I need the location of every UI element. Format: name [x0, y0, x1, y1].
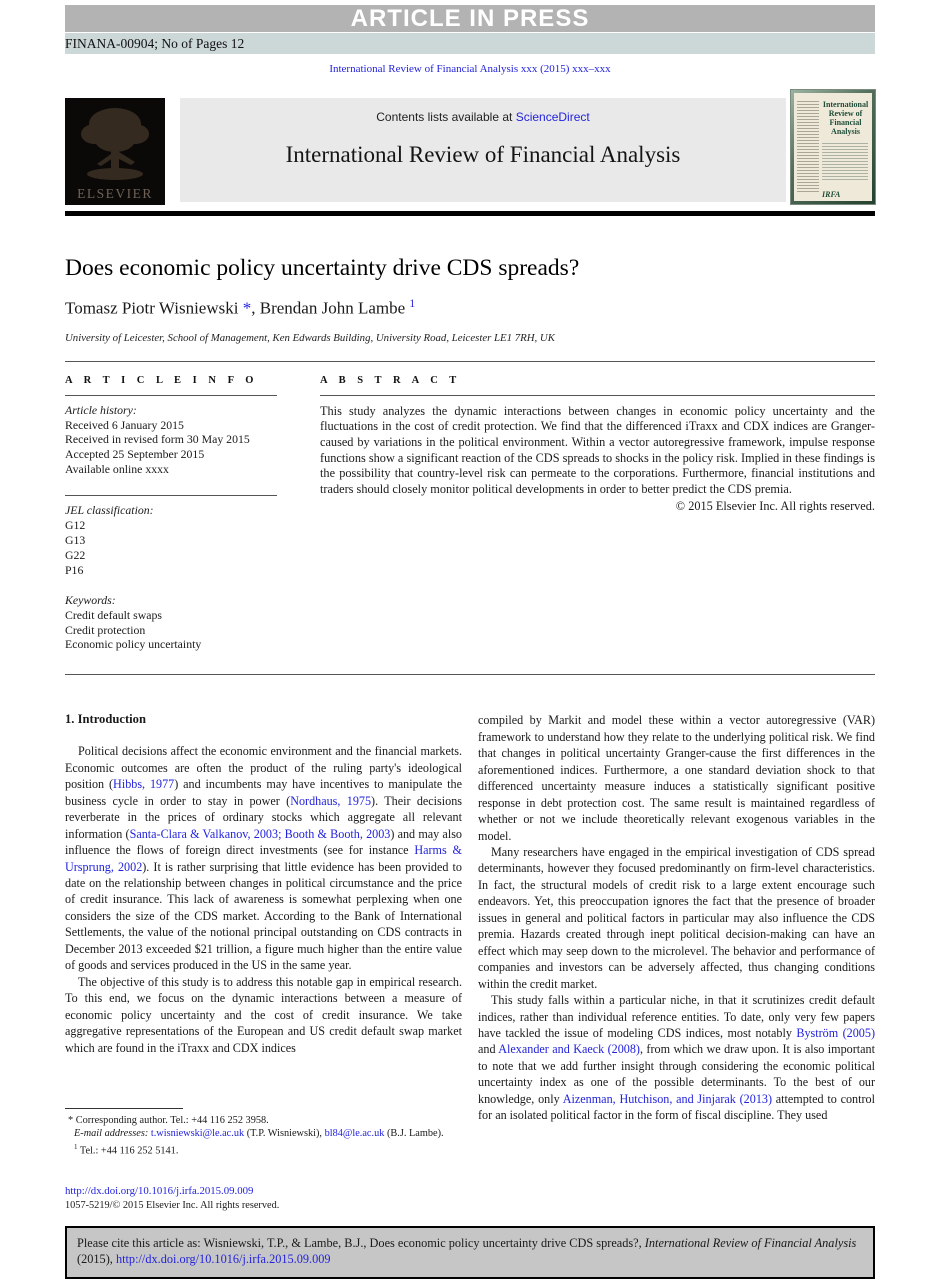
- elsevier-wordmark: ELSEVIER: [77, 186, 153, 201]
- footnotes-block: [65, 1114, 462, 1158]
- elsevier-logo[interactable]: [65, 98, 165, 205]
- cover-side-text-lines: [797, 99, 819, 194]
- abstract-text: This study analyzes the dynamic interactions between changes in economic policy uncertainty and the fluctuations in the cost of credit protection. We find that the differenced iTraxx and CDX indices are Granger-caused by variations in the political environment. Within a vector autoregressive framework, impulse response functions show a significant reaction of the CDS spreads to shocks in the policy risk. Implied in these findings is the possibility that country-level risk can permeate to the corporations. Furthermore, financial institutions and traders should closely monitor political developments in order to better predict the CDS premia.: [320, 403, 875, 497]
- cover-contents-lines: [822, 141, 868, 181]
- contents-lists-line: [376, 110, 589, 124]
- text-run: and: [478, 1042, 499, 1057]
- journal-title: International Review of Financial Analysis: [285, 142, 681, 167]
- jel-keywords-block: [65, 503, 277, 661]
- inline-link[interactable]: bl84@le.ac.uk: [324, 1128, 385, 1140]
- text-run: (B.J. Lambe).: [384, 1128, 444, 1140]
- text-run: E-mail addresses:: [74, 1128, 151, 1140]
- inline-link[interactable]: t.wisniewski@le.ac.uk: [150, 1128, 245, 1140]
- inline-link[interactable]: Alexander and Kaeck (2008): [498, 1042, 640, 1057]
- text-run: Tomasz Piotr Wisniewski: [65, 298, 243, 318]
- contents-note: Contents lists available at: [376, 110, 513, 124]
- text-run: Political decisions affect the economic environment and the financial markets. Economic outcomes are often the product of the ruling party's ideological position (: [65, 744, 462, 792]
- jel-code: G12: [65, 518, 86, 533]
- journal-cover-inner: [794, 93, 872, 201]
- doi-line: [65, 1185, 875, 1197]
- keyword: Credit protection: [65, 622, 146, 637]
- footnote-corresponding-author: [65, 1114, 462, 1127]
- footnote-separator-rule: [65, 1108, 183, 1109]
- article-info-rule-2: [65, 495, 277, 496]
- article-info-section: [65, 375, 277, 662]
- intro-paragraph: [65, 743, 462, 973]
- keyword: Credit default swaps: [65, 607, 162, 622]
- doi-link[interactable]: http://dx.doi.org/10.1016/j.irfa.2015.09.009: [65, 1184, 254, 1197]
- article-info-heading: A R T I C L E I N F O: [65, 374, 258, 386]
- keyword: Economic policy uncertainty: [65, 637, 202, 652]
- text-run: (2015),: [77, 1252, 116, 1267]
- intro-paragraph: [478, 712, 875, 844]
- footnote-tel: [65, 1141, 462, 1158]
- text-run: , from which we draw upon. It is also important to note that we add further insight through considering the economic political uncertainty index as one of the possible determinants. To the best of our knowledge, only: [478, 1042, 875, 1106]
- text-run: , Brendan John Lambe: [251, 298, 410, 318]
- intro-paragraph: [478, 844, 875, 992]
- sciencedirect-link[interactable]: ScienceDirect: [515, 110, 590, 124]
- journal-header: [65, 98, 875, 205]
- history-label: Article history:: [65, 402, 137, 417]
- text-run: ). Their decisions reverberate in the prices of ordinary stocks which aggregate all relevant information (: [65, 793, 462, 841]
- history-revised: Received in revised form 30 May 2015: [65, 432, 250, 447]
- inline-link[interactable]: Harms & Ursprung, 2002: [65, 843, 462, 874]
- inline-link[interactable]: Byström (2005): [796, 1025, 875, 1040]
- abstract-copyright: © 2015 Elsevier Inc. All rights reserved.: [675, 498, 875, 513]
- issn-copyright-line: 1057-5219/© 2015 Elsevier Inc. All rights reserved.: [65, 1199, 280, 1211]
- text-run: ) and incumbents may have incentives to manipulate the business cycle in order to stay in power (: [65, 777, 462, 808]
- intro-paragraph: [65, 974, 462, 1056]
- banner-text: ARTICLE IN PRESS: [350, 4, 590, 32]
- journal-reference-link[interactable]: International Review of Financial Analysis xxx (2015) xxx–xxx: [329, 63, 611, 75]
- text-run: Tel.: +44 116 252 5141.: [77, 1145, 179, 1157]
- text-run: 1: [74, 1142, 78, 1151]
- jel-code: G13: [65, 533, 86, 547]
- manuscript-id-strip: [65, 33, 875, 54]
- journal-cover-thumbnail[interactable]: [791, 90, 875, 204]
- text-run: This study falls within a particular niche, in that it scrutinizes credit default indices, rather than individual reference entities. To date, only very few papers have tackled the issue of modeling CDS indices, most notably: [478, 993, 875, 1040]
- inline-link[interactable]: Santa-Clara & Valkanov, 2003; Booth & Booth, 2003: [129, 826, 391, 841]
- text-run: Please cite this article as: Wisniewski, T.P., & Lambe, B.J., Does economic policy uncertainty drive CDS spreads?,: [77, 1235, 645, 1250]
- text-run: * Corresponding author. Tel.: +44 116 252 3958.: [68, 1114, 269, 1126]
- keywords-label: Keywords:: [65, 592, 116, 607]
- journal-masthead-box: [180, 98, 786, 202]
- info-abstract-row: [65, 375, 875, 662]
- article-info-rule: [65, 395, 277, 396]
- meta-bottom-rule: [65, 674, 875, 675]
- history-accepted: Accepted 25 September 2015: [65, 447, 205, 462]
- jel-code: G22: [65, 547, 86, 562]
- meta-top-rule: [65, 361, 875, 362]
- inline-link[interactable]: http://dx.doi.org/10.1016/j.irfa.2015.09.009: [115, 1252, 331, 1267]
- inline-link[interactable]: Aizenman, Hutchison, and Jinjarak (2013): [562, 1091, 772, 1106]
- jel-label: JEL classification:: [65, 503, 154, 518]
- introduction-heading: 1. Introduction: [65, 712, 146, 727]
- abstract-section: [320, 375, 875, 662]
- authors-line: [65, 297, 875, 319]
- inline-link[interactable]: Hibbs, 1977: [113, 777, 175, 792]
- abstract-rule: [320, 395, 875, 396]
- left-column: [65, 712, 462, 1157]
- inline-link[interactable]: Nordhaus, 1975: [290, 793, 372, 808]
- footnote-emails: [65, 1127, 462, 1140]
- affiliation: University of Leicester, School of Management, Ken Edwards Building, University Road, Leicester LE1 7RH, UK: [65, 331, 555, 344]
- article-history-block: [65, 403, 277, 487]
- journal-reference-line: [65, 63, 875, 75]
- history-online: Available online xxxx: [65, 462, 169, 477]
- text-run: International Review of Financial Analysis: [644, 1235, 857, 1250]
- text-run: The objective of this study is to address this notable gap in empirical research. To this end, we focus on the dynamic interactions between a measure of economic policy uncertainty and the cost of credit insurance. We take aggregative representations of the European and US credit default swap market which are found in the iTraxx and CDX indices: [65, 974, 462, 1055]
- right-column: [478, 712, 875, 1157]
- history-received: Received 6 January 2015: [65, 417, 184, 432]
- jel-code: P16: [65, 562, 84, 577]
- manuscript-id: FINANA-00904; No of Pages 12: [65, 35, 245, 51]
- abstract-heading: A B S T R A C T: [320, 374, 461, 386]
- header-divider-rule: [65, 211, 875, 216]
- elsevier-tree-icon: [75, 102, 155, 186]
- introduction-columns: [65, 712, 875, 1157]
- intro-paragraph: [478, 992, 875, 1124]
- text-run: ) and may also influence the flows of foreign direct investments (see for instance: [65, 826, 462, 858]
- inline-link[interactable]: *: [242, 298, 252, 318]
- inline-link[interactable]: 1: [409, 297, 416, 310]
- text-run: attempted to control for an isolated political factor in the form of fiscal discipline. They used: [478, 1091, 875, 1123]
- article-in-press-banner: [65, 5, 875, 32]
- text-run: ). It is rather surprising that little evidence has been provided to date on the relationship between changes in political circumstance and the price of credit insurance. This lack of awareness is somewhat perplexing when one considers the size of the CDS market. According to the Bank of International Settlements, the value of the notional principal outstanding on CDS contracts in December 2013 exceeded $21 trillion, a figure much higher than the entire value of goods and services produced in the US in the same year.: [65, 859, 462, 973]
- cover-irfa-label: IRFA: [822, 190, 841, 199]
- text-run: Many researchers have engaged in the empirical investigation of CDS spread determinants, however they focused predominantly on firm-level characteristics. In fact, the structural models of credit risk to a large extent encourage such endeavors. Yet, this preoccupation ignores the fact that the presence of broader issues in general and political factors in particular may also influence the CDS premia. Hazards created through inept political decision-making can have an effect which may seep down to the microlevel. The behavior and performance of companies and investors can be adversely affected, thus changing conditions within the credit market.: [478, 844, 875, 991]
- text-run: compiled by Markit and model these within a vector autoregressive (VAR) framework to understand how they relate to the underlying political risk. We find that changes in political uncertainty Granger-cause the first differences in the aforementioned indices. Furthermore, a one standard deviation shock to that differenced uncertainty measure induces a statistically significant positive response in debt protection cost. The same result is maintained regardless of whether or not we include theoretically relevant exogenous variables in the model.: [478, 713, 875, 843]
- article-title: Does economic policy uncertainty drive CDS spreads?: [65, 255, 580, 281]
- cover-title: International Review of Financial Analysis: [822, 100, 869, 136]
- text-run: (T.P. Wisniewski),: [244, 1128, 325, 1140]
